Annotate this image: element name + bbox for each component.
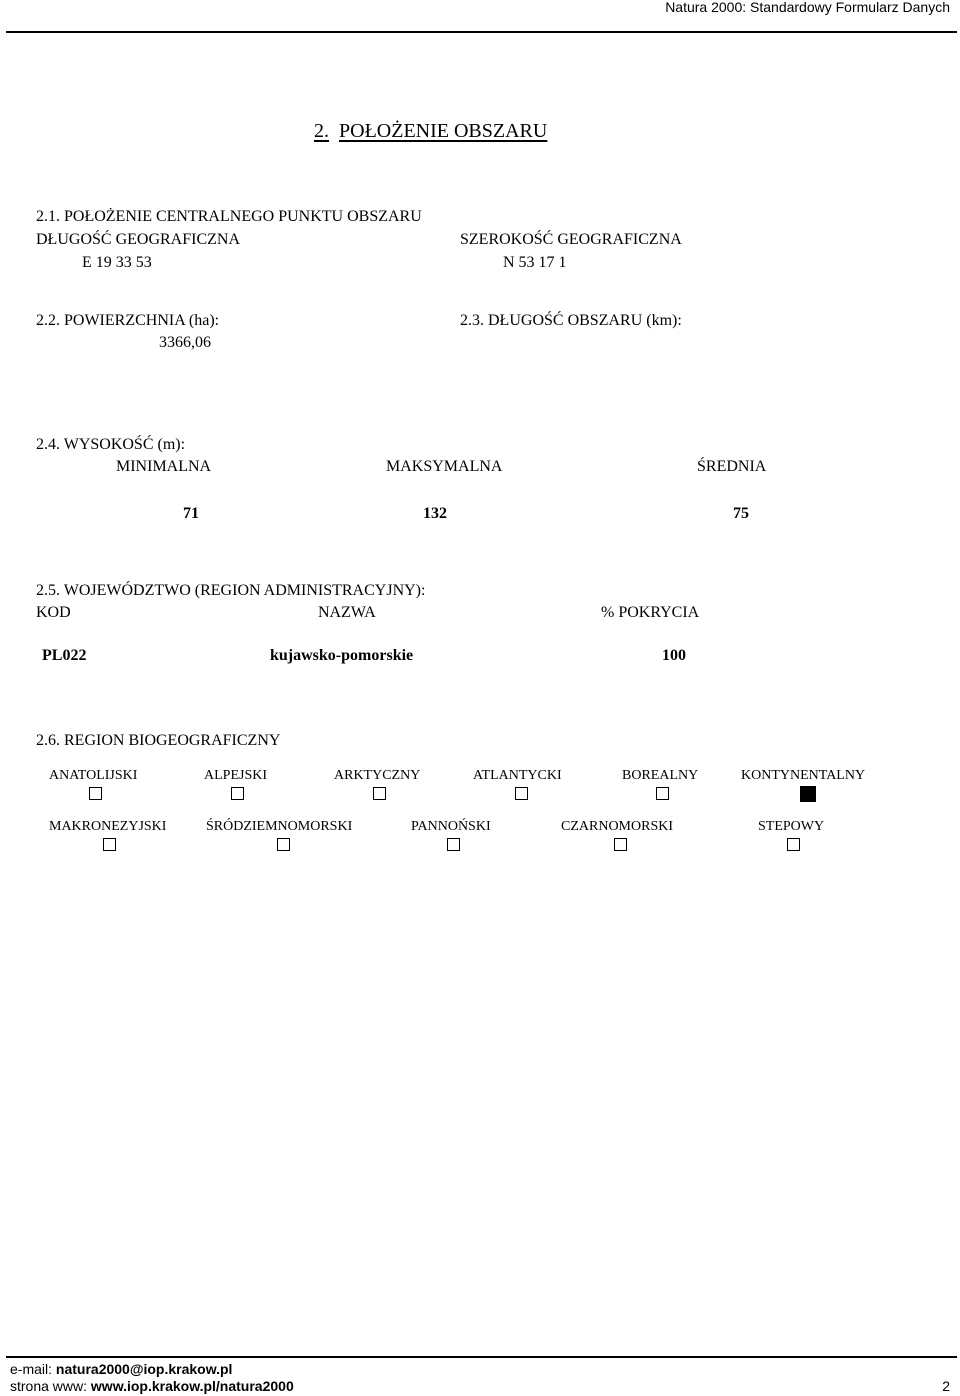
email-link[interactable]: natura2000@iop.krakow.pl [55,1361,233,1377]
region-label-atlantycki: ATLANTYCKI [473,768,562,783]
latitude-label: SZEROKOŚĆ GEOGRAFICZNA [460,231,682,248]
max-value: 132 [423,505,447,522]
avg-label: ŚREDNIA [697,458,767,475]
checkbox-kontynentalny[interactable] [800,786,816,802]
region-label-pannonski: PANNOŃSKI [411,819,491,834]
s2-1-title: 2.1. POŁOŻENIE CENTRALNEGO PUNKTU OBSZARU [36,208,422,225]
latitude-value: N 53 17 1 [503,254,567,271]
checkbox-stepowy[interactable] [787,838,800,851]
checkbox-arktyczny[interactable] [373,787,386,800]
footer-email [10,1361,232,1377]
region-label-arktyczny: ARKTYCZNY [334,768,421,783]
section-title-text: POŁOŻENIE OBSZARU [339,120,548,142]
max-label: MAKSYMALNA [386,458,503,475]
s2-5-title: 2.5. WOJEWÓDZTWO (REGION ADMINISTRACYJNY): [36,582,426,599]
region-label-borealny: BOREALNY [622,768,699,783]
checkbox-pannonski[interactable] [447,838,460,851]
kod-value: PL022 [42,647,87,664]
footer-www [10,1378,294,1394]
region-label-stepowy: STEPOWY [758,819,825,834]
checkbox-atlantycki[interactable] [515,787,528,800]
header-rule [6,31,957,33]
avg-value: 75 [733,505,749,522]
page-number: 2 [942,1378,950,1394]
s2-6-title: 2.6. REGION BIOGEOGRAFICZNY [36,732,281,749]
region-label-czarnomorski: CZARNOMORSKI [561,819,674,834]
region-label-anatolijski: ANATOLIJSKI [49,768,138,783]
longitude-label: DŁUGOŚĆ GEOGRAFICZNA [36,231,241,248]
longitude-value: E 19 33 53 [82,254,152,271]
nazwa-value: kujawsko-pomorskie [270,647,414,664]
nazwa-label: NAZWA [318,604,376,621]
section-title [314,120,547,143]
s2-4-title: 2.4. WYSOKOŚĆ (m): [36,436,186,453]
min-value: 71 [183,505,199,522]
page-header: Natura 2000: Standardowy Formularz Danych [665,0,950,15]
checkbox-borealny[interactable] [656,787,669,800]
footer-rule [6,1356,957,1358]
checkbox-makronezyjski[interactable] [103,838,116,851]
s2-2-title: 2.2. POWIERZCHNIA (ha): [36,312,220,329]
checkbox-anatolijski[interactable] [89,787,102,800]
checkbox-czarnomorski[interactable] [614,838,627,851]
region-label-makronezyjski: MAKRONEZYJSKI [49,819,167,834]
region-label-alpejski: ALPEJSKI [204,768,268,783]
www-label: strona www: [10,1378,88,1394]
area-value: 3366,06 [159,334,211,351]
section-number: 2. [314,120,329,142]
region-label-srodziemnomorski: ŚRÓDZIEMNOMORSKI [206,819,353,834]
email-label: e-mail: [10,1361,53,1377]
pokrycie-value: 100 [662,647,686,664]
min-label: MINIMALNA [116,458,212,475]
s2-3-title: 2.3. DŁUGOŚĆ OBSZARU (km): [460,312,682,329]
checkbox-srodziemnomorski[interactable] [277,838,290,851]
www-link[interactable]: www.iop.krakow.pl/natura2000 [90,1378,294,1394]
kod-label: KOD [36,604,71,621]
region-label-kontynentalny: KONTYNENTALNY [741,768,866,783]
pokrycie-label: % POKRYCIA [601,604,700,621]
checkbox-alpejski[interactable] [231,787,244,800]
